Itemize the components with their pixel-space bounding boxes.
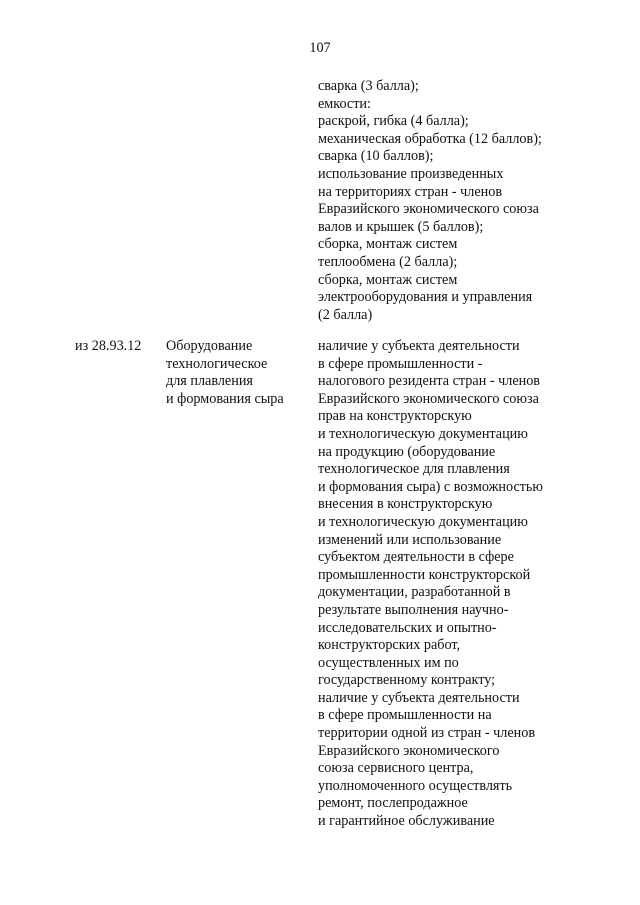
requirement-line: использование произведенных [318,165,504,182]
requirement-line: и гарантийное обслуживание [318,813,495,830]
requirement-line: налогового резидента стран - членов [318,373,541,390]
requirement-line: и технологическую документацию [318,513,528,530]
requirement-line: уполномоченного осуществлять [318,777,513,794]
requirement-line: осуществленных им по [318,654,459,671]
requirement-line: и технологическую документацию [318,425,528,442]
requirement-line: на продукцию (оборудование [318,443,496,460]
requirement-line: внесения в конструкторскую [318,496,493,513]
requirement-line: емкости: [318,95,371,112]
page-number: 107 [309,40,331,56]
requirement-line: и формования сыра) с возможностью [318,478,544,495]
requirement-line: теплообмена (2 балла); [318,253,458,270]
requirement-line: результате выполнения научно- [318,601,509,618]
requirement-line: в сфере промышленности - [318,355,483,372]
product-name [166,338,284,408]
requirement-line: в сфере промышленности на [318,707,492,724]
requirement-line: сборка, монтаж систем [318,271,458,288]
requirement-line: промышленности конструкторской [318,566,531,583]
product-name-line: технологическое [166,355,268,372]
requirement-line: сварка (10 баллов); [318,148,434,165]
requirement-line: электрооборудования и управления [318,289,533,306]
product-name-line: и формования сыра [166,390,284,407]
continued-requirements [318,78,542,324]
requirement-line: исследовательских и опытно- [318,619,497,636]
requirement-line: документации, разработанной в [318,584,511,601]
requirement-line: раскрой, гибка (4 балла); [318,113,469,130]
requirement-line: наличие у субъекта деятельности [318,689,520,706]
requirement-line: сборка, монтаж систем [318,236,458,253]
requirement-line: государственному контракту; [318,672,496,689]
requirement-line: союза сервисного центра, [318,760,474,777]
requirement-line: Евразийского экономического [318,742,500,759]
requirement-line: сварка (3 балла); [318,78,419,94]
product-name-line: Оборудование [166,338,253,354]
requirement-line: наличие у субъекта деятельности [318,338,520,354]
requirement-line: на территориях стран - членов [318,183,503,200]
requirement-line: технологическое для плавления [318,461,510,478]
product-name-line: для плавления [166,373,253,390]
product-code: из 28.93.12 [75,338,142,354]
requirement-line: территории одной из стран - членов [318,725,536,742]
product-requirements [318,338,543,831]
requirement-line: изменений или использование [318,531,502,548]
requirement-line: механическая обработка (12 баллов); [318,130,542,147]
requirement-line: Евразийского экономического союза [318,201,539,218]
requirement-line: ремонт, послепродажное [318,795,468,812]
requirement-line: Евразийского экономического союза [318,390,539,407]
requirement-line: конструкторских работ, [318,637,461,654]
requirement-line: прав на конструкторскую [318,408,472,425]
requirement-line: (2 балла) [318,306,373,323]
requirement-line: субъектом деятельности в сфере [318,549,514,566]
requirement-line: валов и крышек (5 баллов); [318,218,484,235]
